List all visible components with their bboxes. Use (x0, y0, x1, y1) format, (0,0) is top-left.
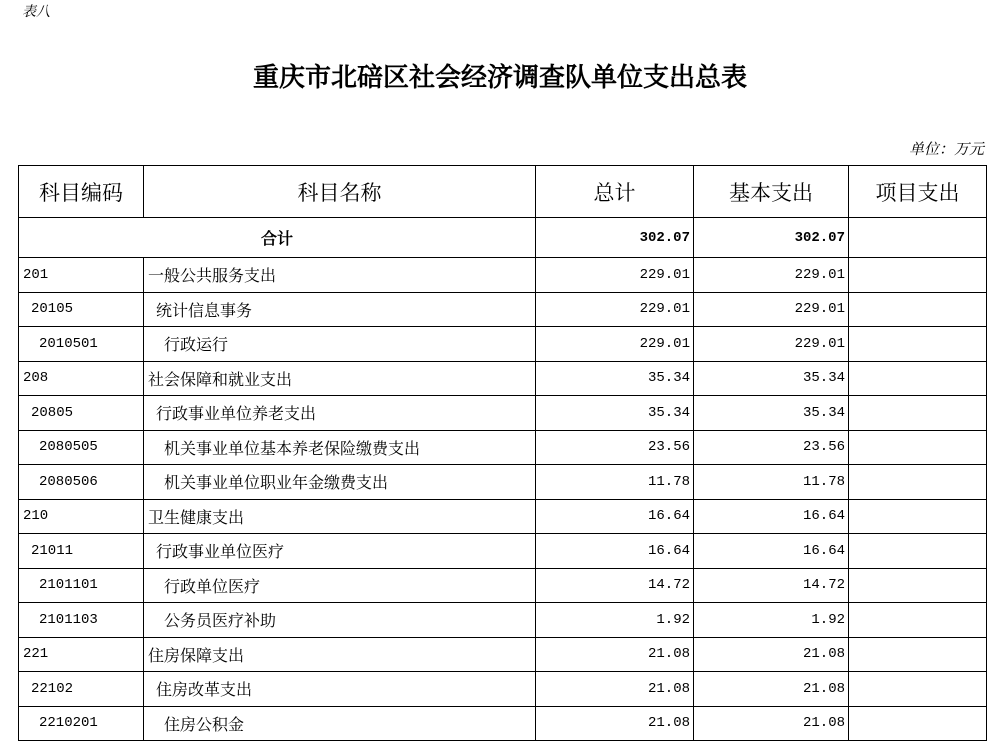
basic-cell: 229.01 (694, 258, 849, 293)
code-cell: 20105 (19, 292, 144, 327)
code-cell: 20805 (19, 396, 144, 431)
name-cell: 行政单位医疗 (144, 568, 536, 603)
table-row (19, 672, 987, 707)
header-name: 科目名称 (144, 166, 536, 218)
name-cell: 机关事业单位基本养老保险缴费支出 (144, 430, 536, 465)
total-cell: 21.08 (536, 672, 694, 707)
total-cell: 11.78 (536, 465, 694, 500)
name-cell: 卫生健康支出 (144, 499, 536, 534)
total-cell: 229.01 (536, 292, 694, 327)
total-cell: 21.08 (536, 637, 694, 672)
project-cell (849, 258, 987, 293)
total-cell: 16.64 (536, 534, 694, 569)
basic-cell: 11.78 (694, 465, 849, 500)
project-cell (849, 706, 987, 741)
summary-row (19, 218, 987, 258)
code-cell: 22102 (19, 672, 144, 707)
code-cell: 21011 (19, 534, 144, 569)
total-cell: 14.72 (536, 568, 694, 603)
code-cell: 201 (19, 258, 144, 293)
code-cell: 210 (19, 499, 144, 534)
unit-label: 单位：万元 (908, 142, 984, 158)
header-row (19, 166, 987, 218)
basic-cell: 23.56 (694, 430, 849, 465)
header-basic: 基本支出 (694, 166, 849, 218)
project-cell (849, 499, 987, 534)
project-cell (849, 396, 987, 431)
basic-cell: 1.92 (694, 603, 849, 638)
basic-cell: 21.08 (694, 706, 849, 741)
basic-cell: 16.64 (694, 499, 849, 534)
total-cell: 35.34 (536, 396, 694, 431)
table-row (19, 292, 987, 327)
project-cell (849, 603, 987, 638)
total-cell: 229.01 (536, 327, 694, 362)
total-cell: 35.34 (536, 361, 694, 396)
name-cell: 机关事业单位职业年金缴费支出 (144, 465, 536, 500)
table-row (19, 465, 987, 500)
basic-cell: 35.34 (694, 361, 849, 396)
summary-project-cell (849, 218, 987, 258)
table-row (19, 396, 987, 431)
project-cell (849, 672, 987, 707)
project-cell (849, 568, 987, 603)
total-cell: 1.92 (536, 603, 694, 638)
project-cell (849, 327, 987, 362)
table-row (19, 258, 987, 293)
table-number-label: 表八 (22, 5, 50, 20)
expenditure-table (18, 165, 987, 741)
table-body (19, 218, 987, 741)
table-row (19, 499, 987, 534)
summary-total-cell: 302.07 (536, 218, 694, 258)
table-row (19, 430, 987, 465)
basic-cell: 14.72 (694, 568, 849, 603)
basic-cell: 35.34 (694, 396, 849, 431)
summary-label: 合计 (19, 218, 536, 258)
project-cell (849, 292, 987, 327)
name-cell: 公务员医疗补助 (144, 603, 536, 638)
table-row (19, 361, 987, 396)
project-cell (849, 637, 987, 672)
total-cell: 16.64 (536, 499, 694, 534)
name-cell: 统计信息事务 (144, 292, 536, 327)
header-code: 科目编码 (19, 166, 144, 218)
total-cell: 23.56 (536, 430, 694, 465)
table-row (19, 603, 987, 638)
code-cell: 2080505 (19, 430, 144, 465)
total-cell: 21.08 (536, 706, 694, 741)
basic-cell: 21.08 (694, 672, 849, 707)
total-cell: 229.01 (536, 258, 694, 293)
table-row (19, 534, 987, 569)
name-cell: 行政运行 (144, 327, 536, 362)
summary-basic-cell: 302.07 (694, 218, 849, 258)
name-cell: 一般公共服务支出 (144, 258, 536, 293)
project-cell (849, 430, 987, 465)
project-cell (849, 534, 987, 569)
table-row (19, 327, 987, 362)
name-cell: 住房改革支出 (144, 672, 536, 707)
basic-cell: 229.01 (694, 292, 849, 327)
project-cell (849, 465, 987, 500)
name-cell: 住房保障支出 (144, 637, 536, 672)
header-project: 项目支出 (849, 166, 987, 218)
table-row (19, 568, 987, 603)
name-cell: 社会保障和就业支出 (144, 361, 536, 396)
table-row (19, 637, 987, 672)
header-total: 总计 (536, 166, 694, 218)
project-cell (849, 361, 987, 396)
name-cell: 行政事业单位养老支出 (144, 396, 536, 431)
table-row (19, 706, 987, 741)
basic-cell: 16.64 (694, 534, 849, 569)
name-cell: 住房公积金 (144, 706, 536, 741)
table-header (19, 166, 987, 218)
code-cell: 2101101 (19, 568, 144, 603)
code-cell: 2080506 (19, 465, 144, 500)
page-title: 重庆市北碚区社会经济调查队单位支出总表 (252, 63, 747, 92)
code-cell: 2210201 (19, 706, 144, 741)
code-cell: 208 (19, 361, 144, 396)
code-cell: 2010501 (19, 327, 144, 362)
basic-cell: 21.08 (694, 637, 849, 672)
code-cell: 221 (19, 637, 144, 672)
name-cell: 行政事业单位医疗 (144, 534, 536, 569)
basic-cell: 229.01 (694, 327, 849, 362)
code-cell: 2101103 (19, 603, 144, 638)
